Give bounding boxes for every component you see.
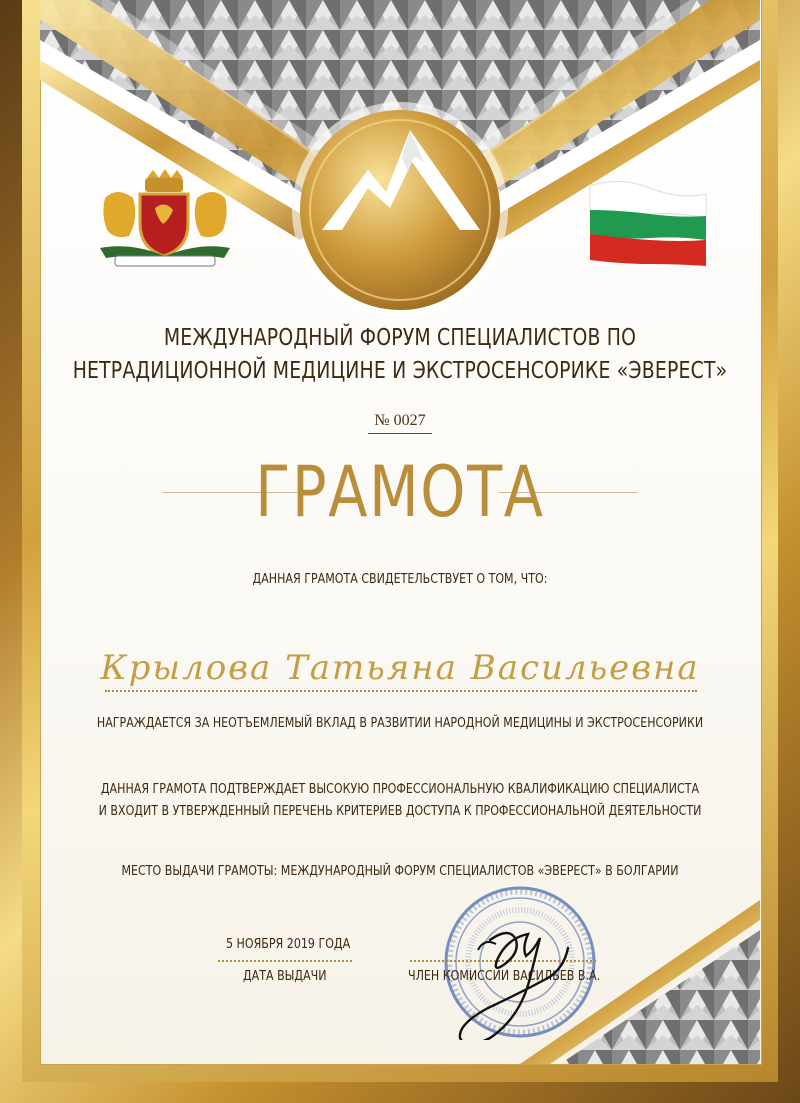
- qualification-text: [72, 778, 728, 822]
- issue-date: 5 НОЯБРЯ 2019 ГОДА: [226, 936, 351, 952]
- date-dotted-line: [218, 960, 352, 962]
- issue-date-label: ДАТА ВЫДАЧИ: [243, 968, 327, 984]
- signatory-name: ЧЛЕН КОМИССИИ ВАСИЛЬЕВ В.А.: [408, 968, 601, 984]
- mountain-medallion-icon: [290, 100, 510, 320]
- forum-title-line-2: НЕТРАДИЦИОННОЙ МЕДИЦИНЕ И ЭКСТРОСЕНСОРИКЕ «ЭВЕРЕСТ»: [72, 358, 728, 384]
- qualification-line-2: И ВХОДИТ В УТВЕРЖДЕННЫЙ ПЕРЕЧЕНЬ КРИТЕРИЕВ ДОСТУПА К ПРОФЕССИОНАЛЬНОЙ ДЕЯТЕЛЬНОСТИ: [98, 803, 702, 819]
- handwritten-signature: [420, 900, 590, 1040]
- award-text: НАГРАЖДАЕТСЯ ЗА НЕОТЪЕМЛЕМЫЙ ВКЛАД В РАЗВИТИИ НАРОДНОЙ МЕДИЦИНЫ И ЭКСТРОСЕНСОРИКИ: [96, 715, 704, 731]
- certifies-text: ДАННАЯ ГРАМОТА СВИДЕТЕЛЬСТВУЕТ О ТОМ, ЧТО:: [252, 571, 548, 587]
- main-title: ГРАМОТА: [255, 451, 545, 533]
- bulgaria-coat-of-arms-icon: [95, 168, 235, 278]
- forum-title-line-1: МЕЖДУНАРОДНЫЙ ФОРУМ СПЕЦИАЛИСТОВ ПО: [163, 325, 637, 351]
- qualification-line-1: ДАННАЯ ГРАМОТА ПОДТВЕРЖДАЕТ ВЫСОКУЮ ПРОФЕССИОНАЛЬНУЮ КВАЛИФИКАЦИЮ СПЕЦИАЛИСТА: [100, 781, 700, 797]
- certificate-number: № 0027: [374, 412, 426, 429]
- recipient-dotted-line: [105, 690, 697, 692]
- number-underline: [368, 433, 432, 434]
- place-text: МЕСТО ВЫДАЧИ ГРАМОТЫ: МЕЖДУНАРОДНЫЙ ФОРУМ СПЕЦИАЛИСТОВ «ЭВЕРЕСТ» В БОЛГАРИИ: [121, 863, 679, 879]
- recipient-name: Крылова Татьяна Васильевна: [100, 648, 700, 688]
- forum-title: [72, 322, 728, 388]
- bulgaria-flag-icon: [586, 178, 710, 274]
